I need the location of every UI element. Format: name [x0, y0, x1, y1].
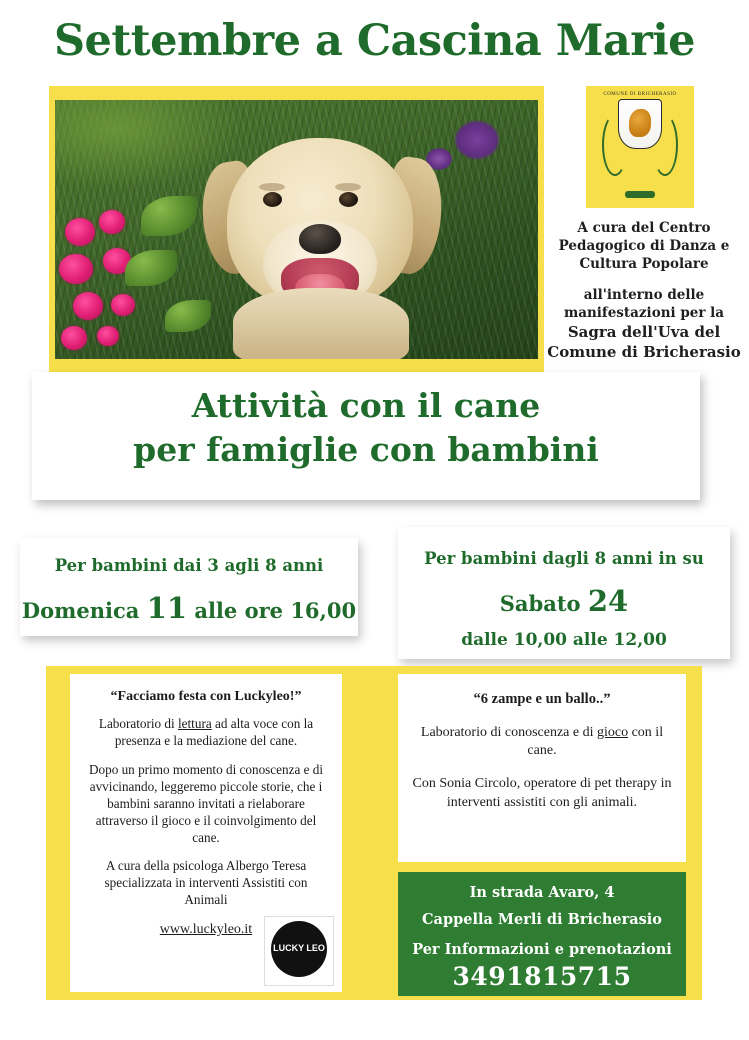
credits-line-2: Pedagogico di Danza e — [558, 237, 730, 254]
contact-box — [398, 872, 686, 996]
purple-flower-icon — [454, 120, 500, 160]
event-card-1 — [20, 538, 358, 636]
luckyleo-logo — [264, 916, 334, 986]
activity-right-para-1a: Laboratorio di conoscenza e di — [420, 724, 597, 740]
activity-left-para-1b: ad alta voce con la presenza e la mediazione del cane. — [114, 716, 314, 749]
headline-line-2: per famiglie con bambini — [133, 429, 599, 469]
credits-line-1: A cura del Centro — [577, 220, 711, 236]
credits-line-4: all'interno delle — [583, 287, 705, 304]
activity-right-para-1b: con il cane. — [527, 724, 664, 759]
activity-left-para-1-underline: lettura — [178, 716, 212, 732]
activity-left-para-3: A cura della psicologa Albergo Teresa specializzata in interventi Assistiti con Animali — [104, 858, 308, 908]
activity-left-para-1 — [82, 716, 330, 750]
event-1-day-number: 11 — [146, 591, 188, 625]
event-2-date — [398, 568, 730, 618]
credits — [546, 220, 742, 363]
activity-left-para-2: Dopo un primo momento di conoscenza e di avvicinando, leggeremo piccole storie, che i bambini saranno invitati a rielaborare attraverso il gioco e il coinvolgimento del cane. — [88, 761, 324, 845]
activity-card-right — [398, 674, 686, 862]
dog-illustration — [205, 128, 435, 359]
crest-caption: COMUNE DI BRICHERASIO — [603, 92, 677, 97]
contact-info-label: Per Informazioni e prenotazioni — [412, 941, 672, 958]
activity-left-title: “Facciamo festa con Luckyleo!” — [110, 689, 302, 704]
event-1-date — [20, 575, 358, 625]
credits-line-7: Comune di Bricherasio — [547, 342, 741, 361]
activity-right-para-1-underline: gioco — [596, 724, 629, 740]
dog-photo — [55, 100, 538, 359]
event-2-time: dalle 10,00 alle 12,00 — [461, 630, 667, 650]
contact-address-line-2: Cappella Merli di Bricherasio — [422, 911, 662, 928]
credits-line-6: Sagra dell'Uva del — [567, 323, 721, 342]
event-2-day-number: 24 — [587, 584, 629, 618]
luckyleo-logo-text: LUCKY LEO — [271, 921, 327, 977]
contact-phone[interactable]: 3491815715 — [452, 962, 632, 991]
event-card-2 — [398, 527, 730, 659]
contact-address-line-1: In strada Avaro, 4 — [469, 884, 615, 901]
event-2-day-label: Sabato — [499, 591, 581, 616]
event-1-age: Per bambini dai 3 agli 8 anni — [54, 556, 324, 575]
photo-frame — [49, 86, 544, 373]
activity-right-para-2: Con Sonia Circolo, operatore di pet therapy in interventi assistiti con gli animali. — [412, 776, 672, 811]
activity-right-title: “6 zampe e un ballo..” — [473, 691, 611, 707]
headline-line-1: Attività con il cane — [191, 386, 541, 425]
credits-line-3: Cultura Popolare — [579, 255, 709, 272]
lion-icon — [629, 109, 651, 137]
headline — [32, 384, 700, 471]
activity-right-para-1 — [412, 724, 672, 762]
ribbon-icon — [625, 191, 655, 198]
luckyleo-website-link[interactable]: www.luckyleo.it — [159, 922, 253, 938]
activity-left-para-1a: Laboratorio di — [98, 716, 178, 732]
event-1-time: alle ore 16,00 — [194, 598, 357, 623]
shield-icon — [618, 99, 662, 149]
page-title: Settembre a Cascina Marie — [53, 16, 696, 66]
event-2-age: Per bambini dagli 8 anni in su — [424, 549, 704, 568]
municipality-crest — [596, 92, 684, 202]
event-1-day-label: Domenica — [21, 598, 140, 623]
credits-line-5: manifestazioni per la — [563, 305, 725, 322]
